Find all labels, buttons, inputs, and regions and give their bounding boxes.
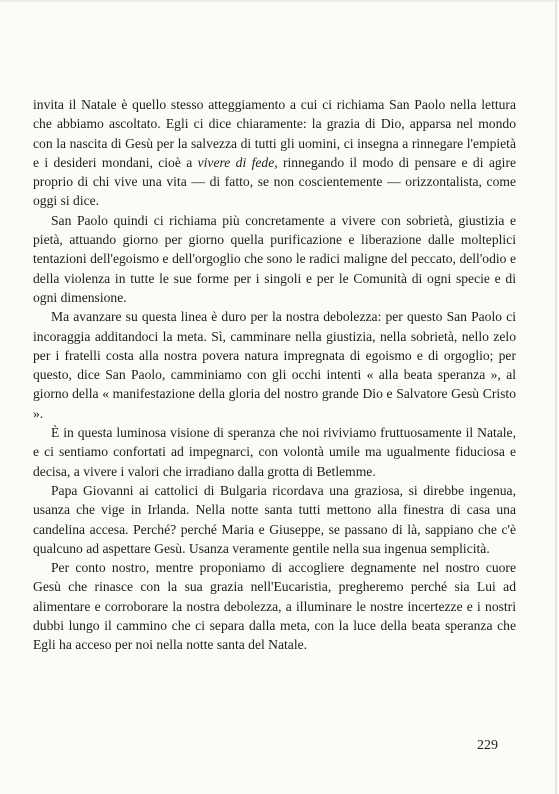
paragraph-1-italic-phrase: vivere di fede, — [197, 154, 278, 170]
paragraph-1-part-1: invita il Natale è quello stesso atteggiamento a cui ci richiama San Paolo nella lettura che abbiamo ascoltato. Egli ci dice chiaramente: la grazia di Dio, apparsa nel mondo con la nascita di Gesù per la salvezza di tutti gli uomini, ci insegna a rinnegare l'empietà e i desideri mondani, cioè a — [33, 97, 516, 170]
paragraph-2-text: San Paolo quindi ci richiama più concretamente a vivere con sobrietà, giustizia e pietà, attuando giorno per giorno quella purificazione e liberazione dalle molteplici tentazioni dell'egoismo e dell'orgoglio che sono le radici maligne del peccato, dell'odio e della violenza in tutte le sue forme per i singoli e per le Comunità di ogni specie e di ogni dimensione. — [33, 212, 516, 305]
paragraph-5 — [33, 481, 516, 558]
scan-top-edge — [0, 0, 559, 2]
paragraph-2 — [33, 211, 516, 307]
scan-right-edge — [555, 0, 557, 794]
page-number: 229 — [477, 738, 498, 753]
paragraph-6-text: Per conto nostro, mentre proponiamo di accogliere degnamente nel nostro cuore Gesù che rinasce con la sua grazia nell'Eucaristia, pregheremo perché sia Lui ad alimentare e corroborare la nostra debolezza, a illuminare le nostre incertezze e i nostri dubbi lungo il cammino che ci separa dalla meta, con la luce della beata speranza che Egli ha acceso per noi nella notte santa del Natale. — [33, 560, 516, 653]
paragraph-1 — [33, 95, 516, 211]
paragraph-6 — [33, 558, 516, 654]
paragraph-5-text: Papa Giovanni ai cattolici di Bulgaria ricordava una graziosa, si direbbe ingenua, usanza che vige in Irlanda. Nella notte santa tutti mettono alla finestra di casa una candelina accesa. Perché? perché Maria e Giuseppe, se passano di là, sappiano che c'è qualcuno ad aspettare Gesù. Usanza veramente gentile nella sua ingenua semplicità. — [33, 482, 516, 556]
paragraph-3-text: Ma avanzare su questa linea è duro per la nostra debolezza: per questo San Paolo ci incoraggia additandoci la meta. Sì, camminare nella giustizia, nella sobrietà, nello zelo per i fratelli costa alla nostra povera natura impregnata di egoismo e di orgoglio; per questo, dice San Paolo, camminiamo con gli occhi intenti « alla beata speranza », al giorno della « manifestazione della gloria del nostro grande Dio e Salvatore Gesù Cristo ». — [33, 309, 516, 421]
paragraph-4 — [33, 423, 516, 481]
paragraph-4-text: È in questa luminosa visione di speranza che noi riviviamo fruttuosamente il Natale, e ci sentiamo confortati ad impegnarci, con volontà umile ma ugualmente fiduciosa e decisa, a vivere i valori che irradiano dalla grotta di Betlemme. — [33, 425, 516, 479]
page-body-text — [33, 95, 516, 655]
paragraph-3 — [33, 307, 516, 423]
paragraph-1-part-3: rinnegando il modo di pensare e di agire proprio di chi vive una vita — di fatto, se non coscientemente — orizzontalista, come oggi si dice. — [33, 154, 516, 209]
